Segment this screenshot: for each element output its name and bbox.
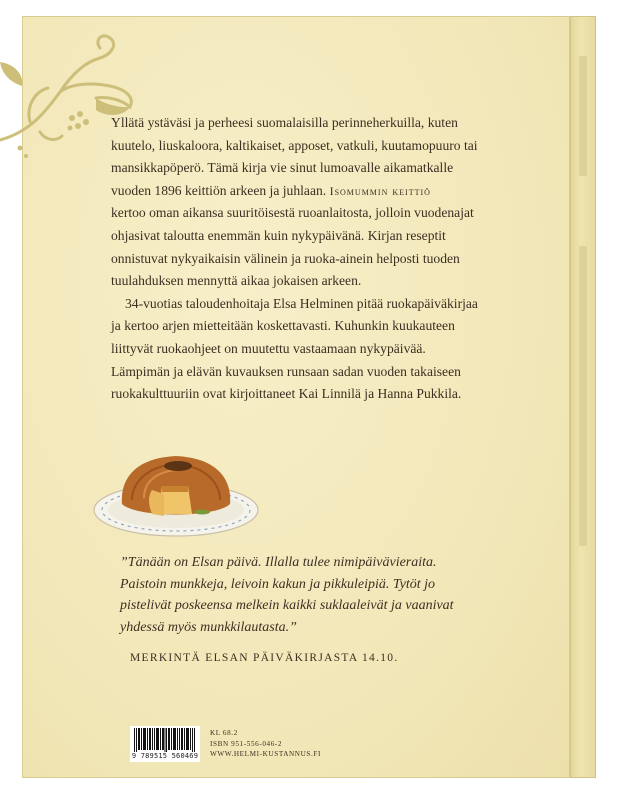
quote-line: pistelivät poskeensa melkein kaikki suklaaleivät ja vaanivat (120, 598, 454, 613)
blurb-line: Yllätä ystäväsi ja perheesi suomalaisilla perinneherkuilla, kuten (111, 115, 458, 130)
publisher-info (210, 728, 321, 760)
blurb-line: liittyvät ruokaohjeet on muutettu vastaamaan nykypäivää. (111, 340, 426, 356)
blurb-line: ohjasivat taloutta enemmän kuin nykypäivänä. Kirjan reseptit (111, 227, 446, 243)
blurb-line: ja kertoo arjen mietteitään koskettavasti. Kuhunkin kuukauteen (111, 318, 455, 334)
diary-quote (120, 552, 540, 638)
blurb-line: mansikkapöperö. Tämä kirja vie sinut lumoavalle aikamatkalle (111, 160, 454, 176)
quote-line: ”Tänään on Elsan päivä. Illalla tulee nimipäivävieraita. (120, 555, 437, 570)
blurb-line: tuulahduksen mennyttä aikaa jokaisen arkeen. (111, 273, 362, 289)
barcode-number: 9 789515 560469 (131, 752, 199, 760)
bundt-cake-illustration (92, 448, 262, 544)
blurb-paragraph-1 (111, 112, 531, 293)
blurb-line: ruokakulttuuriin ovat kirjoittaneet Kai Linnilä ja Hanna Pukkila. (111, 386, 462, 402)
blurb-line: kertoo oman aikansa suuritöisestä ruoanlaitosta, jolloin vuodenajat (111, 205, 474, 221)
blurb-text (111, 112, 531, 406)
blurb-line: 34-vuotias taloudenhoitaja Elsa Helminen pitää ruokapäiväkirjaa (125, 295, 478, 311)
quote-source: MERKINTÄ ELSAN PÄIVÄKIRJASTA 14.10. (130, 652, 399, 664)
barcode-bars (134, 728, 196, 752)
blurb-line: vuoden 1896 keittiön arkeen ja juhlaan. (111, 182, 327, 198)
spine-faint-lettering (573, 56, 593, 576)
book-spine (570, 16, 596, 778)
library-class: KL 68.2 (210, 729, 238, 737)
quote-line: yhdessä myös munkkilautasta.” (120, 619, 297, 635)
quote-line: Paistoin munkkeja, leivoin kakun ja pikkuleipiä. Tytöt jo (120, 576, 436, 592)
blurb-paragraph-2 (111, 293, 531, 406)
isbn-barcode (130, 726, 200, 762)
book-title-small-caps: Isomummin keittiö (329, 183, 431, 198)
blurb-line: Lämpimän ja elävän kuvauksen runsaan sadan vuoden takaiseen (111, 363, 461, 379)
blurb-line: onnistuvat nykyaikaisin välinein ja ruoka-ainein helposti tuoden (111, 250, 460, 266)
isbn-text: ISBN 951-556-046-2 (210, 739, 283, 748)
publisher-website: WWW.HELMI-KUSTANNUS.FI (210, 750, 321, 758)
blurb-line: kuutelo, liuskaloora, kaltikaiset, apposet, vatkuli, kuutamopuuro tai (111, 137, 478, 153)
